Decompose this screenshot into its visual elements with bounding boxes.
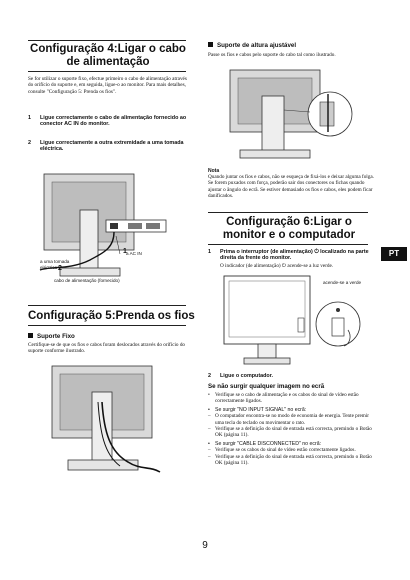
language-tab: PT <box>381 247 407 261</box>
sec5-title: Configuração 5:Prenda os fios <box>28 310 195 322</box>
sec6-step2-num: 2 <box>208 373 211 379</box>
power-cable-figure <box>30 170 190 292</box>
fixed-stand-figure <box>40 362 180 482</box>
noimg-title: Se não surgir qualquer imagem no ecrã <box>208 383 325 390</box>
sec6-title: Configuração 6:Ligar o monitor e o computador <box>222 216 356 241</box>
sec6-step1: Prima o interruptor (de alimentação) ⏻ localizado na parte direita da frente do monitor. <box>220 249 369 262</box>
sec5-top-rule <box>28 305 186 306</box>
nota-text: Quando juntar os fios e cabos, não se esqueça de fixá-los e deixar alguma folga. Se forem puxados com força, poderão sair dos conectores ou fichas quando ajustar o ângulo do ecrã. Se estiver demasiado os fios e cabos, eles podem ficar danificados. <box>208 174 374 200</box>
right-subtitle-text: Passe os fios e cabos pelo suporte do cabo tal como ilustrado. <box>208 52 336 58</box>
sec6-top-rule <box>208 212 368 213</box>
sec6-step1-note: O indicador (de alimentação) ⏻ acende-se a luz verde. <box>220 263 334 269</box>
nota-label: Nota <box>208 168 220 174</box>
sec6-step1-num: 1 <box>208 249 211 255</box>
bullet-square-icon <box>28 333 33 338</box>
sec5-subtitle: Suporte Fixo <box>28 333 75 340</box>
sec6-step2: Ligue o computador. <box>220 373 274 379</box>
sec5-rule <box>28 325 186 326</box>
bullet-3-d1: Verifique se os cabos do sinal de vídeo estão correctamente ligados. <box>215 447 356 454</box>
sec4-step1-num: 1 <box>28 115 31 121</box>
fig-num-1: 1 <box>123 248 127 255</box>
sec4-title: Configuração 4:Ligar o cabo de alimentação <box>30 43 186 68</box>
bullet-3-d2: Verifique se a definição do sinal de entrada está correcta, premindo o Botão OK (página 11). <box>215 453 372 467</box>
sec4-step1: Ligue correctamente o cabo de alimentação fornecido ao conector AC IN do monitor. <box>40 115 187 128</box>
monitor-front-figure <box>220 272 380 370</box>
bullet-square-icon <box>208 42 213 47</box>
page-number: 9 <box>202 540 208 551</box>
sec4-step2: Ligue correctamente a outra extremidade a uma tomada eléctrica. <box>40 140 184 153</box>
sec4-rule <box>28 71 186 72</box>
right-subtitle: Suporte de altura ajustável <box>208 42 296 49</box>
fig-num-2: 2 <box>58 265 62 272</box>
sec4-intro: Se for utilizar o suporte fixo, efectue primeiro o cabo de alimentação através do orifício do suporte e, em seguida, ligue-o ao monitor. Para mais detalhes, consulte "Configuração 5: Prenda os fios". <box>28 76 187 95</box>
bullet-2-head: Se surgir "NO INPUT SIGNAL" no ecrã: <box>215 406 307 413</box>
sec4-step2-num: 2 <box>28 140 31 146</box>
fig-label-tomada: a uma tomada eléctrica <box>40 259 70 270</box>
top-rule-left <box>28 40 186 41</box>
sec5-text: Certifique-se de que os fios e cabos foram deslocados através do orifício do suporte conforme ilustrado. <box>28 342 186 355</box>
fig-label-acin: a AC IN <box>126 251 142 256</box>
bullet-2-d1: O computador encontra-se no modo de economia de energia. Tente premir uma tecla do teclado ou movimentar o rato. <box>215 413 370 426</box>
bullet-2-d2: Verifique se a definição do sinal de entrada está correcta, premindo o Botão OK (página 11). <box>215 426 372 439</box>
sec6-rule <box>208 244 368 245</box>
adjustable-stand-figure <box>210 66 370 161</box>
fig-label-cabo: cabo de alimentação (fornecido) <box>54 278 120 283</box>
fig-label-verde: acende-se a verde <box>323 280 362 285</box>
bullet-3-head: Se surgir "CABLE DISCONNECTED" no ecrã: <box>215 440 322 447</box>
bullet-1: Verifique se o cabo de alimentação e os cabos do sinal de vídeo estão correctamente ligados. <box>215 392 359 405</box>
noimg-list: • Verifique se o cabo de alimentação e os cabos do sinal de vídeo estão correctamente ligados. • Se surgir "NO INPUT SIGNAL" no ecrã: – O computador encontra-se no modo de economia de energia. Tente premir uma tecla do teclado ou movimentar o rato. – Verifique se a definição do sinal de entrada está correcta, premindo o Botão OK (página 11). • Se surgir "CABLE DISCONNECTED" no ecrã: – Verifique se os cabos do sinal de vídeo estão correctamente ligados. – Verifique se a definição do sinal de entrada está correcta, premindo o Botão OK (página 11). <box>208 392 378 466</box>
